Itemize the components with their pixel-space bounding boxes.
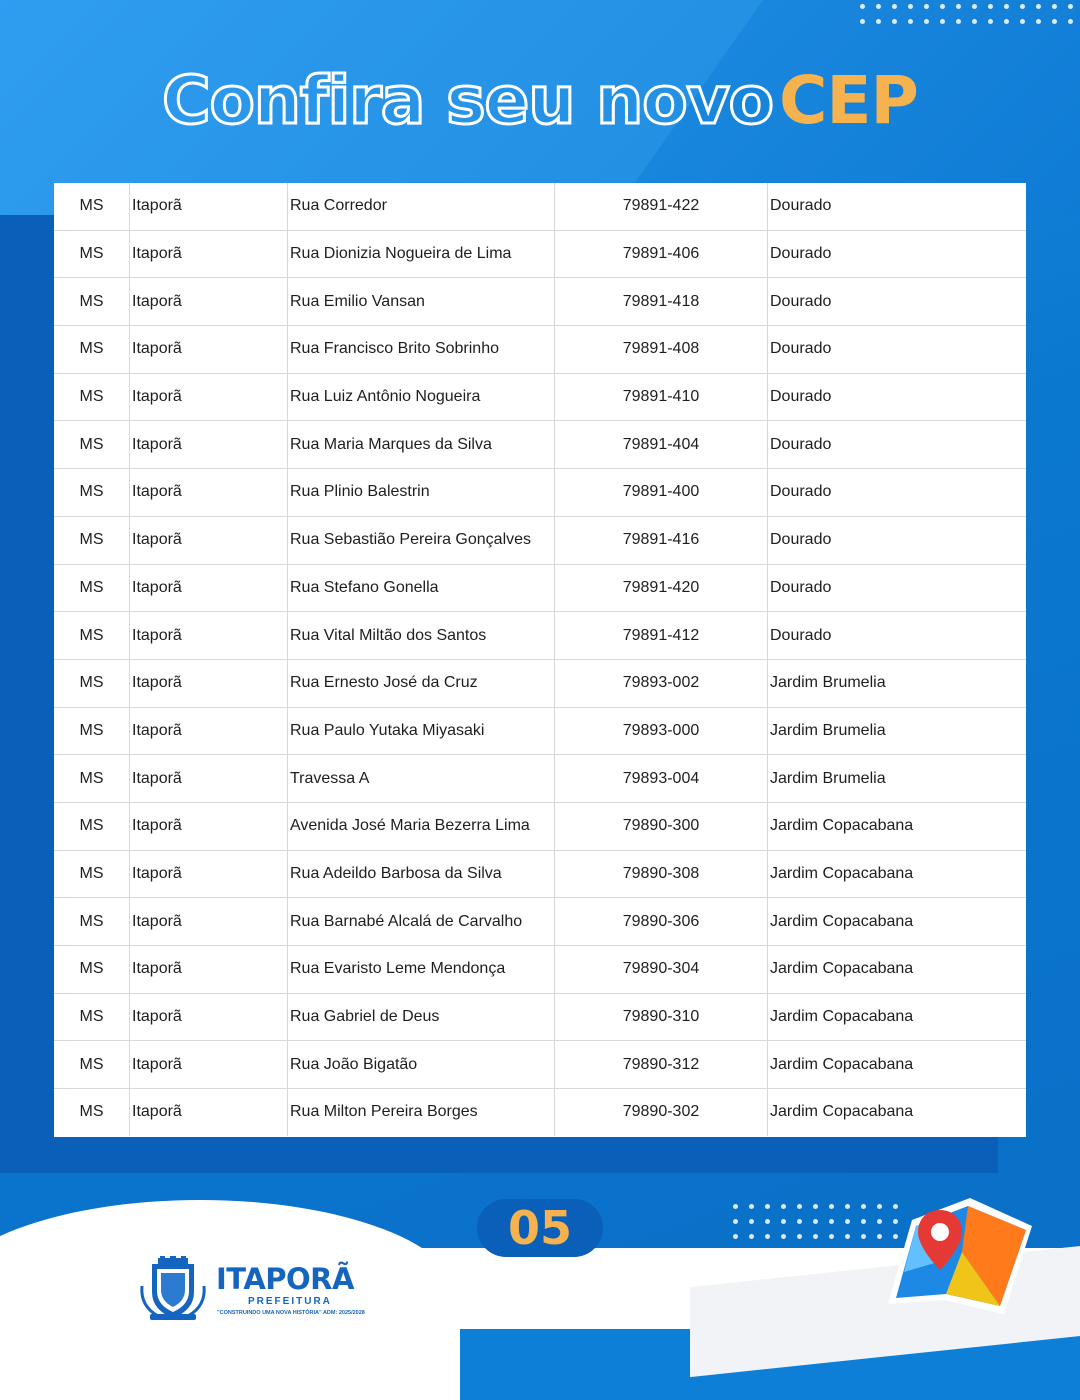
- cell-uf: MS: [54, 1041, 130, 1089]
- cell-uf: MS: [54, 469, 130, 517]
- cell-city: Itaporã: [130, 278, 288, 326]
- cell-city: Itaporã: [130, 326, 288, 374]
- cell-street: Rua Francisco Brito Sobrinho: [288, 326, 555, 374]
- cell-bairro: Dourado: [768, 230, 1027, 278]
- cell-bairro: Dourado: [768, 183, 1027, 230]
- cell-cep: 79890-302: [555, 1089, 768, 1136]
- decorative-dot: [829, 1219, 834, 1224]
- cell-city: Itaporã: [130, 1089, 288, 1136]
- cell-city: Itaporã: [130, 1041, 288, 1089]
- cell-street: Travessa A: [288, 755, 555, 803]
- cell-city: Itaporã: [130, 373, 288, 421]
- cell-street: Avenida José Maria Bezerra Lima: [288, 802, 555, 850]
- decorative-dot: [765, 1219, 770, 1224]
- decorative-dot: [924, 19, 929, 24]
- table-row: [54, 469, 1026, 517]
- cell-city: Itaporã: [130, 230, 288, 278]
- cell-bairro: Dourado: [768, 373, 1027, 421]
- decorative-dot: [733, 1204, 738, 1209]
- cell-bairro: Jardim Copacabana: [768, 993, 1027, 1041]
- decorative-dot: [861, 1219, 866, 1224]
- cell-bairro: Jardim Copacabana: [768, 898, 1027, 946]
- cell-cep: 79890-306: [555, 898, 768, 946]
- cell-bairro: Dourado: [768, 469, 1027, 517]
- table-row: [54, 326, 1026, 374]
- decorative-dot: [1004, 4, 1009, 9]
- decorative-dot: [876, 19, 881, 24]
- cell-bairro: Jardim Copacabana: [768, 1041, 1027, 1089]
- decorative-dot: [972, 4, 977, 9]
- cell-cep: 79890-310: [555, 993, 768, 1041]
- cell-street: Rua Barnabé Alcalá de Carvalho: [288, 898, 555, 946]
- cell-city: Itaporã: [130, 850, 288, 898]
- decorative-dot: [765, 1204, 770, 1209]
- decorative-dot: [781, 1219, 786, 1224]
- cell-bairro: Jardim Brumelia: [768, 707, 1027, 755]
- cell-city: Itaporã: [130, 183, 288, 230]
- cell-cep: 79891-418: [555, 278, 768, 326]
- decorative-dot: [781, 1204, 786, 1209]
- cell-bairro: Dourado: [768, 516, 1027, 564]
- decorative-dot: [813, 1234, 818, 1239]
- decorative-dot: [829, 1234, 834, 1239]
- cell-city: Itaporã: [130, 755, 288, 803]
- cell-street: Rua Luiz Antônio Nogueira: [288, 373, 555, 421]
- cell-street: Rua Corredor: [288, 183, 555, 230]
- decorative-dot: [1068, 4, 1073, 9]
- cell-street: Rua Ernesto José da Cruz: [288, 659, 555, 707]
- decorative-dot: [797, 1219, 802, 1224]
- cell-street: Rua Vital Miltão dos Santos: [288, 612, 555, 660]
- cell-city: Itaporã: [130, 469, 288, 517]
- decorative-dot: [972, 19, 977, 24]
- cell-city: Itaporã: [130, 612, 288, 660]
- decorative-dot: [749, 1234, 754, 1239]
- cell-city: Itaporã: [130, 516, 288, 564]
- decorative-dot: [892, 19, 897, 24]
- cell-uf: MS: [54, 612, 130, 660]
- decorative-dot: [908, 4, 913, 9]
- cell-street: Rua João Bigatão: [288, 1041, 555, 1089]
- cell-cep: 79891-422: [555, 183, 768, 230]
- cell-city: Itaporã: [130, 898, 288, 946]
- table-row: [54, 516, 1026, 564]
- decorative-dot: [1004, 19, 1009, 24]
- decorative-dot: [1036, 19, 1041, 24]
- cell-uf: MS: [54, 278, 130, 326]
- cell-uf: MS: [54, 373, 130, 421]
- table-row: [54, 850, 1026, 898]
- table-row: [54, 946, 1026, 994]
- cell-cep: 79891-404: [555, 421, 768, 469]
- cep-table: [54, 183, 1026, 1136]
- decorative-dot: [908, 19, 913, 24]
- cell-city: Itaporã: [130, 659, 288, 707]
- cell-street: Rua Gabriel de Deus: [288, 993, 555, 1041]
- cell-cep: 79891-410: [555, 373, 768, 421]
- logo-slogan: "CONSTRUINDO UMA NOVA HISTÓRIA" ADM: 2025/2028: [217, 1310, 365, 1316]
- decorative-dot: [860, 19, 865, 24]
- cell-city: Itaporã: [130, 421, 288, 469]
- decorative-dot: [861, 1234, 866, 1239]
- decorative-dot: [860, 4, 865, 9]
- cell-bairro: Jardim Copacabana: [768, 850, 1027, 898]
- cell-street: Rua Maria Marques da Silva: [288, 421, 555, 469]
- decorative-dots-top: [860, 4, 1080, 34]
- cell-uf: MS: [54, 850, 130, 898]
- cell-uf: MS: [54, 1089, 130, 1136]
- decorative-dot: [1052, 4, 1057, 9]
- cell-cep: 79893-002: [555, 659, 768, 707]
- decorative-dot: [924, 4, 929, 9]
- table-row: [54, 707, 1026, 755]
- cell-cep: 79893-004: [555, 755, 768, 803]
- cell-uf: MS: [54, 326, 130, 374]
- decorative-dot: [829, 1204, 834, 1209]
- cell-cep: 79890-312: [555, 1041, 768, 1089]
- cell-bairro: Jardim Copacabana: [768, 946, 1027, 994]
- decorative-dot: [733, 1219, 738, 1224]
- logo-subtitle: PREFEITURA: [248, 1296, 332, 1307]
- table-row: [54, 802, 1026, 850]
- cell-bairro: Jardim Copacabana: [768, 802, 1027, 850]
- cell-cep: 79891-412: [555, 612, 768, 660]
- table-row: [54, 183, 1026, 230]
- decorative-dot: [1052, 19, 1057, 24]
- decorative-dot: [956, 19, 961, 24]
- decorative-dot: [781, 1234, 786, 1239]
- cell-street: Rua Evaristo Leme Mendonça: [288, 946, 555, 994]
- cell-uf: MS: [54, 421, 130, 469]
- cell-city: Itaporã: [130, 993, 288, 1041]
- cell-street: Rua Adeildo Barbosa da Silva: [288, 850, 555, 898]
- cell-city: Itaporã: [130, 707, 288, 755]
- decorative-dot: [940, 19, 945, 24]
- cell-street: Rua Milton Pereira Borges: [288, 1089, 555, 1136]
- cell-uf: MS: [54, 516, 130, 564]
- decorative-dot: [845, 1234, 850, 1239]
- cell-cep: 79891-416: [555, 516, 768, 564]
- cell-cep: 79891-408: [555, 326, 768, 374]
- cell-city: Itaporã: [130, 564, 288, 612]
- decorative-dot: [845, 1204, 850, 1209]
- logo-name: ITAPORÃ: [216, 1262, 354, 1296]
- decorative-dot: [797, 1234, 802, 1239]
- cell-street: Rua Stefano Gonella: [288, 564, 555, 612]
- cell-bairro: Jardim Copacabana: [770, 1103, 914, 1121]
- table-row: [54, 564, 1026, 612]
- table-row: [54, 755, 1026, 803]
- cell-uf: MS: [54, 230, 130, 278]
- cell-uf: MS: [54, 898, 130, 946]
- decorative-dot: [1068, 19, 1073, 24]
- decorative-dot: [845, 1219, 850, 1224]
- cell-uf: MS: [54, 183, 130, 230]
- table-row: [54, 612, 1026, 660]
- cell-bairro: Dourado: [768, 421, 1027, 469]
- decorative-dot: [749, 1219, 754, 1224]
- cell-uf: MS: [54, 707, 130, 755]
- table-row: [54, 278, 1026, 326]
- cell-bairro: Dourado: [768, 612, 1027, 660]
- cell-cep: 79893-000: [555, 707, 768, 755]
- decorative-dot: [988, 4, 993, 9]
- title-accent-text: CEP: [778, 62, 918, 139]
- cell-cep: 79890-308: [555, 850, 768, 898]
- cep-table-card: [54, 183, 1026, 1137]
- map-pin-icon: [882, 1192, 1042, 1322]
- decorative-dot: [1036, 4, 1041, 9]
- cell-street: Rua Paulo Yutaka Miyasaki: [288, 707, 555, 755]
- decorative-dot: [1020, 19, 1025, 24]
- cell-street: Rua Dionizia Nogueira de Lima: [288, 230, 555, 278]
- decorative-dot: [749, 1204, 754, 1209]
- cell-street: Rua Emilio Vansan: [288, 278, 555, 326]
- cell-bairro: Dourado: [768, 278, 1027, 326]
- decorative-dot: [988, 19, 993, 24]
- table-row: [54, 993, 1026, 1041]
- cell-uf: MS: [54, 755, 130, 803]
- cell-uf: MS: [54, 802, 130, 850]
- cell-cep: 79891-420: [555, 564, 768, 612]
- decorative-dot: [813, 1204, 818, 1209]
- decorative-dot: [876, 4, 881, 9]
- cell-street: Rua Plinio Balestrin: [288, 469, 555, 517]
- page-number-badge: 05: [477, 1199, 603, 1257]
- table-row: [54, 898, 1026, 946]
- table-row: [54, 373, 1026, 421]
- cell-street: Rua Sebastião Pereira Gonçalves: [288, 516, 555, 564]
- prefeitura-logo: [138, 1256, 378, 1326]
- table-row: [54, 230, 1026, 278]
- cell-city: Itaporã: [130, 946, 288, 994]
- cell-bairro: Jardim Brumelia: [768, 659, 1027, 707]
- table-row: [54, 421, 1026, 469]
- decorative-dot: [1020, 4, 1025, 9]
- decorative-dot: [940, 4, 945, 9]
- cell-uf: MS: [54, 946, 130, 994]
- decorative-dot: [892, 4, 897, 9]
- decorative-dot: [956, 4, 961, 9]
- decorative-dot: [813, 1219, 818, 1224]
- title-outline-text: Confira seu novo: [162, 62, 773, 139]
- table-row: [54, 1089, 1026, 1136]
- decorative-dot: [861, 1204, 866, 1209]
- page-title: [0, 62, 1080, 139]
- cell-bairro: Dourado: [768, 564, 1027, 612]
- table-row: [54, 1041, 1026, 1089]
- cell-cep: 79891-400: [555, 469, 768, 517]
- cell-cep: 79890-300: [555, 802, 768, 850]
- cell-cep: 79891-406: [555, 230, 768, 278]
- decorative-dot: [797, 1204, 802, 1209]
- decorative-dot: [765, 1234, 770, 1239]
- cell-bairro: Dourado: [768, 326, 1027, 374]
- municipal-crest-icon: [138, 1256, 208, 1322]
- cell-uf: MS: [54, 659, 130, 707]
- cell-uf: MS: [54, 993, 130, 1041]
- decorative-dot: [733, 1234, 738, 1239]
- cell-city: Itaporã: [130, 802, 288, 850]
- cell-cep: 79890-304: [555, 946, 768, 994]
- table-row: [54, 659, 1026, 707]
- cell-bairro: Jardim Brumelia: [768, 755, 1027, 803]
- cell-uf: MS: [54, 564, 130, 612]
